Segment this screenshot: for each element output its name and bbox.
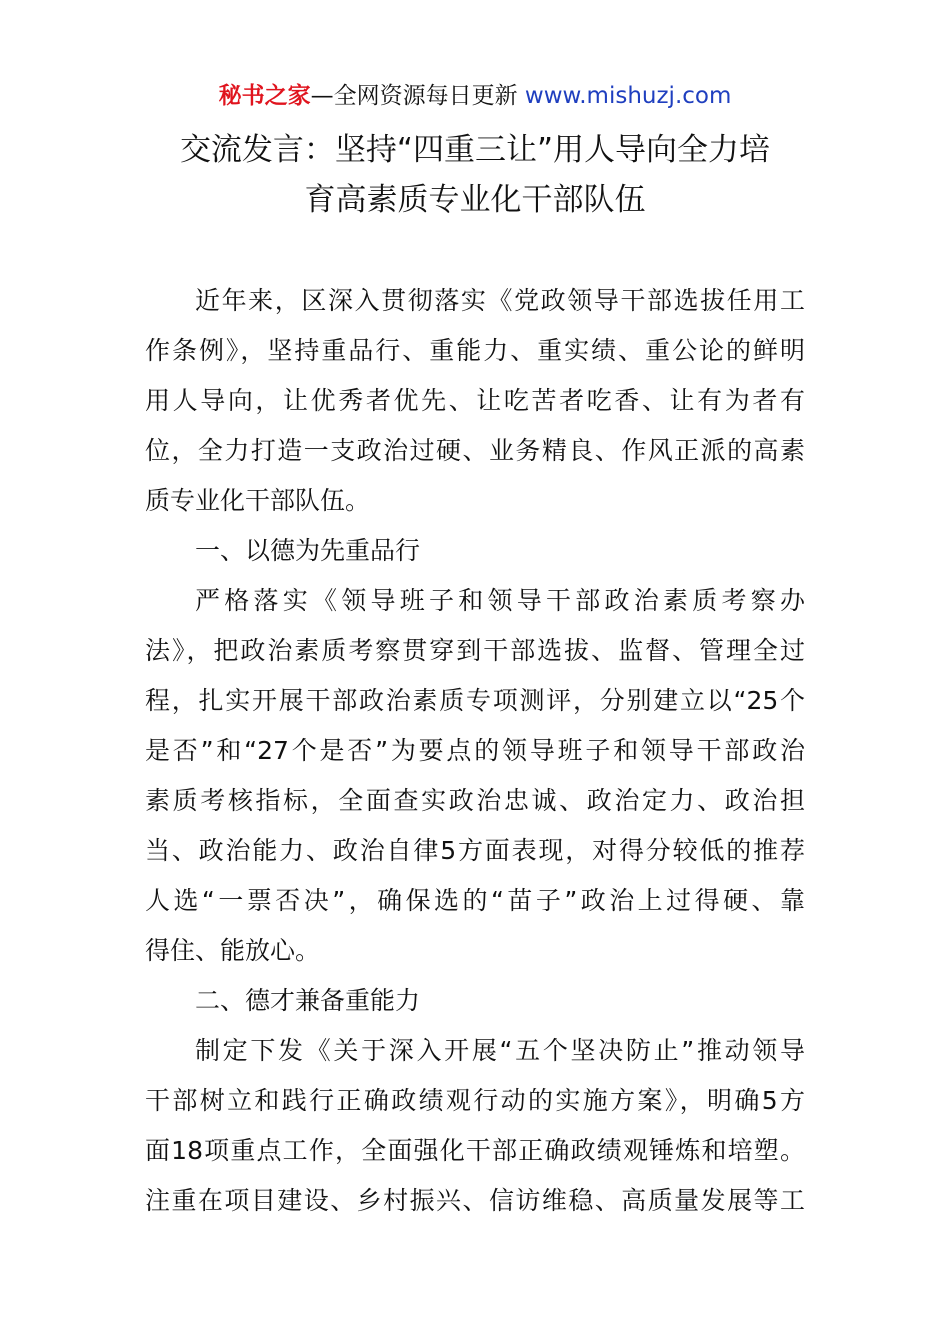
title-line-2: 育高素质专业化干部队伍 [304, 182, 646, 218]
paragraph-intro [145, 276, 805, 526]
text-line: 位，全力打造一支政治过硬、业务精良、作风正派的高素 [145, 436, 805, 465]
title-line-1: 交流发言：坚持“四重三让”用人导向全力培 [179, 132, 771, 168]
text-line: 用人导向，让优秀者优先、让吃苦者吃香、让有为者有 [145, 386, 805, 415]
text-line: 制定下发《关于深入开展“五个坚决防止”推动领导 [195, 1036, 805, 1065]
paragraph-section-1 [145, 576, 805, 976]
text-line: 质专业化干部队伍。 [145, 486, 371, 515]
section-heading-text: 二、德才兼备重能力 [195, 986, 421, 1015]
document-body [145, 276, 805, 1226]
text-line: 近年来，区深入贯彻落实《党政领导干部选拔任用工 [195, 286, 805, 315]
site-header [0, 80, 950, 112]
section-heading-1 [145, 526, 805, 576]
section-heading-text: 一、以德为先重品行 [195, 536, 421, 565]
text-line: 当、政治能力、政治自律5方面表现，对得分较低的推荐 [145, 836, 805, 865]
text-line: 作条例》，坚持重品行、重能力、重实绩、重公论的鲜明 [145, 336, 805, 365]
text-line: 程，扎实开展干部政治素质专项测评，分别建立以“25个 [145, 686, 805, 715]
text-line: 注重在项目建设、乡村振兴、信访维稳、高质量发展等工 [145, 1186, 805, 1215]
site-url-link[interactable]: www.mishuzj.com [524, 83, 732, 109]
text-line: 法》，把政治素质考察贯穿到干部选拔、监督、管理全过 [145, 636, 805, 665]
header-tagline: —全网资源每日更新 [310, 83, 525, 109]
brand-name: 秘书之家 [218, 83, 311, 109]
text-line: 面18项重点工作，全面强化干部正确政绩观锤炼和培塑。 [145, 1136, 805, 1165]
text-line: 干部树立和践行正确政绩观行动的实施方案》，明确5方 [145, 1086, 805, 1115]
section-heading-2 [145, 976, 805, 1026]
paragraph-section-2 [145, 1026, 805, 1226]
text-line: 得住、能放心。 [145, 936, 321, 965]
text-line: 素质考核指标，全面查实政治忠诚、政治定力、政治担 [145, 786, 805, 815]
text-line: 是否”和“27个是否”为要点的领导班子和领导干部政治 [145, 736, 805, 765]
document-title [80, 128, 870, 228]
text-line: 严格落实《领导班子和领导干部政治素质考察办 [195, 586, 805, 615]
text-line: 人选“一票否决”，确保选的“苗子”政治上过得硬、靠 [145, 886, 805, 915]
